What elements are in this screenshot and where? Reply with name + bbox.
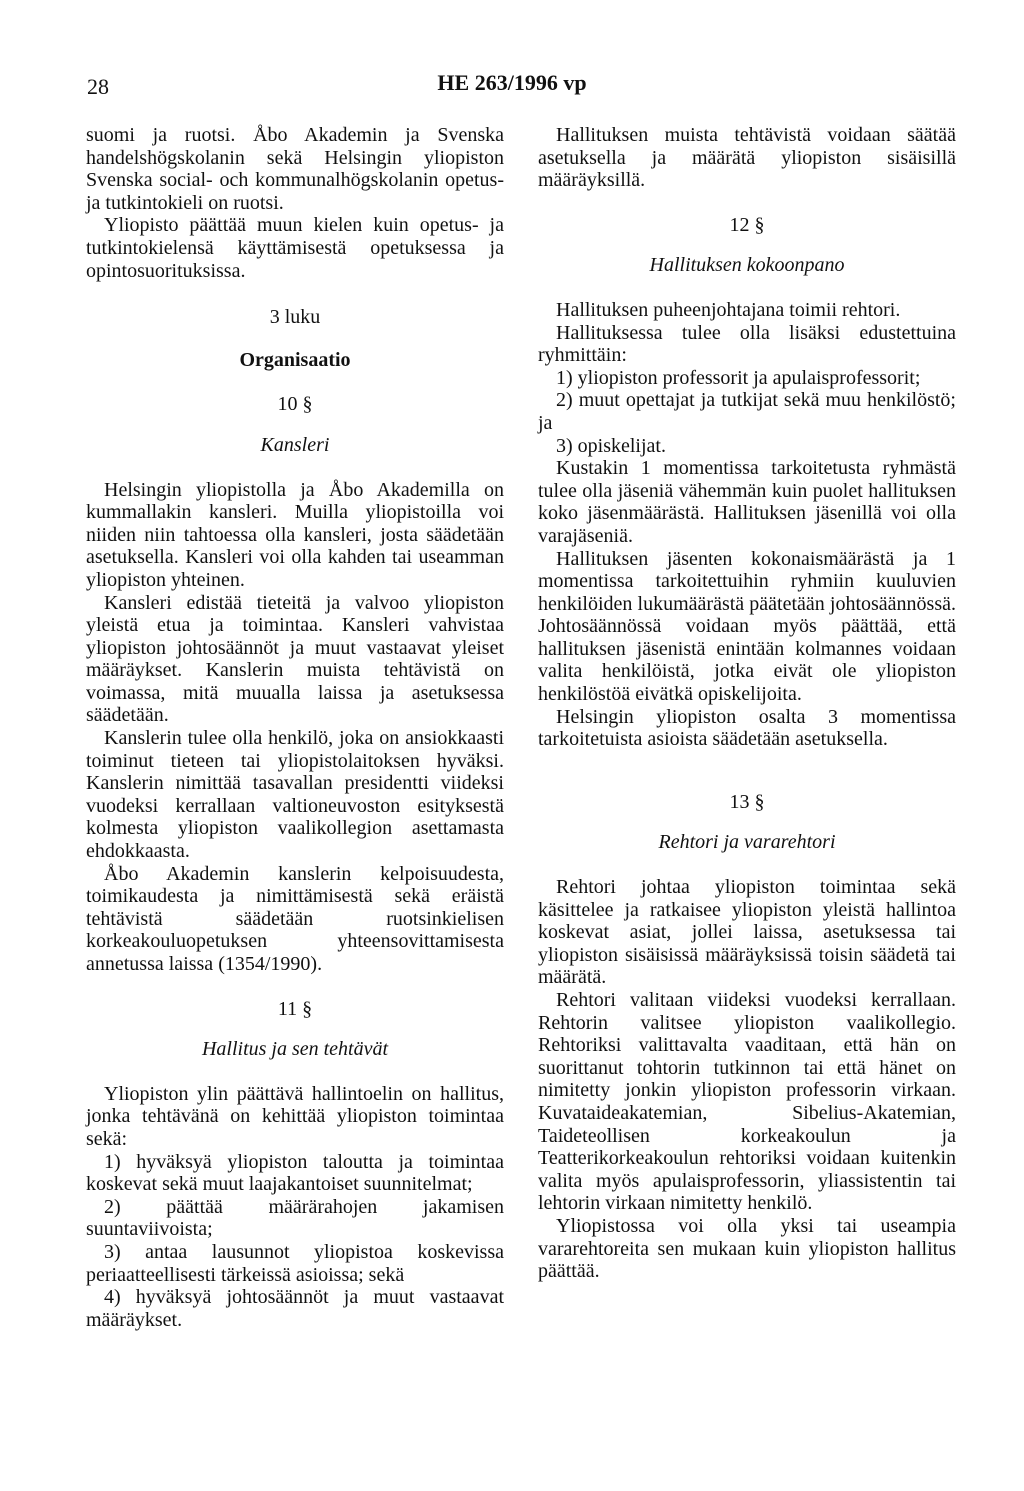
paragraph: Rehtori valitaan viideksi vuodeksi kerrallaan. Rehtorin valitsee yliopiston vaalikollegio. Rehtoriksi valittavalta vaaditaan, että hän on suorittanut tohtorin tutkinnon tai että hänet on nimitetty jonkin yliopiston professorin virkaan. Kuvataideakatemian, Sibelius-Akatemian, Taideteollisen korkeakoulun ja Teatterikorkeakoulun rehtoriksi voidaan kuitenkin valita myös apulaisprofessorin, yliassistentin tai lehtorin virkaan nimitetty henkilö. — [538, 989, 956, 1215]
list-item: 2) päättää määrärahojen jakamisen suuntaviivoista; — [86, 1195, 504, 1241]
paragraph: Kanslerin tulee olla henkilö, joka on ansiokkaasti toiminut tieteen tai yliopistolaitoksen hyväksi. Kanslerin nimittää tasavallan presidentti viideksi vuodeksi kerrallaan valtioneuvoston esityksestä kolmesta yliopiston vaalikollegion asettamasta ehdokkaasta. — [86, 727, 504, 863]
paragraph: suomi ja ruotsi. Åbo Akademin ja Svenska handelshögskolanin sekä Helsingin yliopiston Svenska social- och kommunalhögskolanin opetus- ja tutkintokieli on ruotsi. — [86, 124, 504, 214]
paragraph: Åbo Akademin kanslerin kelpoisuudesta, toimikaudesta ja nimittämisestä sekä eräistä tehtävistä säädetään ruotsinkielisen korkeakouluopetuksen yhteensovittamisesta annetussa laissa (1354/1990). — [86, 862, 504, 975]
paragraph: Hallituksen jäsenten kokonaismäärästä ja 1 momentissa tarkoitettuihin ryhmiin kuuluvien henkilöiden lukumäärästä päätetään johtosäännössä. Johtosäännössä voidaan myös päättää, että hallituksen jäsenistä enintään kolmannes voidaan valita henkilöistä, jotka eivät ole yliopiston henkilöstöä eivätkä opiskelijoita. — [538, 547, 956, 706]
chapter-number: 3 luku — [269, 306, 321, 329]
section-title: Hallituksen kokoonpano — [649, 254, 845, 277]
right-column — [538, 124, 956, 1283]
paragraph: Hallituksessa tulee olla lisäksi edustettuina ryhmittäin: — [538, 321, 956, 367]
section-number: 11 § — [277, 997, 313, 1020]
paragraph: Yliopiston ylin päättävä hallintoelin on hallitus, jonka tehtävänä on kehittää yliopiston toimintaa sekä: — [86, 1082, 504, 1150]
left-column — [86, 124, 504, 1331]
list-item: 3) antaa lausunnot yliopistoa koskevissa periaatteellisesti tärkeissä asioissa; sekä — [86, 1240, 504, 1286]
section-title: Kansleri — [260, 433, 330, 456]
section-title: Hallitus ja sen tehtävät — [201, 1038, 389, 1061]
paragraph: Yliopisto päättää muun kielen kuin opetus- ja tutkintokielensä käyttämisestä opetuksessa ja opintosuorituksissa. — [86, 214, 504, 282]
list-item: 3) opiskelijat. — [556, 434, 666, 457]
paragraph: Helsingin yliopistolla ja Åbo Akademilla on kummallakin kansleri. Muilla yliopistoilla voi niiden niin tahtoessa olla kansleri, josta säädetään asetuksella. Kansleri voi olla kahden tai useamman yliopiston yhteinen. — [86, 478, 504, 591]
paragraph: Kansleri edistää tieteitä ja valvoo yliopiston yleistä etua ja toimintaa. Kansleri vahvistaa yliopiston johtosäännöt ja muut vastaavat yleiset määräykset. Kanslerin muista tehtävistä on voimassa, mitä muualla laissa ja asetuksessa säädetään. — [86, 591, 504, 727]
list-item: 1) yliopiston professorit ja apulaisprofessorit; — [556, 366, 921, 389]
document-id: HE 263/1996 vp — [437, 70, 587, 95]
paragraph: Helsingin yliopiston osalta 3 momentissa tarkoitetuista asioista säädetään asetuksella. — [538, 705, 956, 751]
list-item: 4) hyväksyä johtosäännöt ja muut vastaavat määräykset. — [86, 1286, 504, 1331]
section-number: 10 § — [277, 393, 313, 416]
paragraph: Rehtori johtaa yliopiston toimintaa sekä käsittelee ja ratkaisee yliopiston yleistä hallintoa koskevat asiat, jollei laissa, asetuksessa tai yliopiston sisäisissä määräyksissä toisin säädetä tai määrätä. — [538, 876, 956, 989]
page-number: 28 — [87, 74, 109, 99]
list-item: 1) hyväksyä yliopiston taloutta ja toimintaa koskevat sekä muut laajakantoiset suunnitelmat; — [86, 1150, 504, 1196]
paragraph: Hallituksen muista tehtävistä voidaan säätää asetuksella ja määrätä yliopiston sisäisillä määräyksillä. — [538, 124, 956, 192]
section-title: Rehtori ja vararehtori — [658, 831, 836, 854]
chapter-title: Organisaatio — [239, 348, 351, 371]
paragraph: Yliopistossa voi olla yksi tai useampia vararehtoreita sen mukaan kuin yliopiston hallitus päättää. — [538, 1214, 956, 1283]
paragraph: Hallituksen puheenjohtajana toimii rehtori. — [556, 298, 901, 321]
list-item: 2) muut opettajat ja tutkijat sekä muu henkilöstö; ja — [538, 389, 956, 434]
section-number: 13 § — [729, 790, 765, 813]
section-number: 12 § — [729, 213, 765, 236]
paragraph: Kustakin 1 momentissa tarkoitetusta ryhmästä tulee olla jäseniä vähemmän kuin puolet hallituksen koko jäsenmäärästä. Hallituksen jäsenillä voi olla varajäseniä. — [538, 457, 956, 547]
